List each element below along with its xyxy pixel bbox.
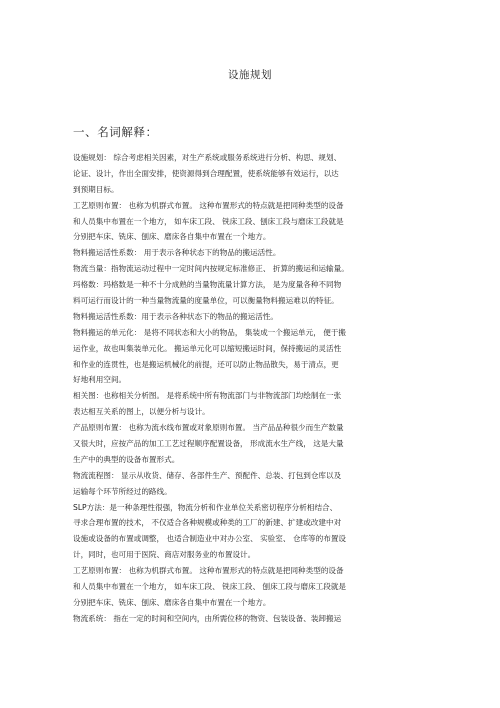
text-line: 又很大时，应按产品的加工工艺过程顺序配置设备， 形成流水生产线， 这是大量 — [73, 439, 344, 449]
text-line: SLP方法：是一种条理性很强，物流分析和作业单位关系密切程序分析相结合、 — [73, 502, 338, 512]
text-line: 物料搬运的单元化： 是将不同状态和大小的物品， 集装成一个搬运单元， 便于搬 — [73, 327, 347, 337]
text-line: 设施或设备的布置或调整， 也适合制造业中对办公室、 实验室、 仓库等的布置设 — [73, 534, 347, 544]
text-line: 寻求合理布置的技术， 不仅适合各种规模或种类的工厂的新建、扩建或改建中对 — [73, 518, 342, 528]
text-line: 到预期目标。 — [73, 184, 119, 194]
text-line: 生产中的典型的设备布置形式。 — [73, 454, 180, 464]
text-line: 工艺原则布置： 也称为机群式布置。 这种布置形式的特点就是把同种类型的设备 — [73, 566, 344, 576]
text-line: 物流当量：指物流运动过程中一定时间内按规定标准修正、 折算的搬运和运输量。 — [73, 264, 349, 274]
text-line: 物料搬运活性系数：用于表示各种状态下的物品的搬运活性。 — [73, 311, 279, 321]
text-line: 物流流程图： 显示从收货、储存、各部件生产、预配件、总装、打包到仓库以及 — [73, 470, 342, 480]
text-line: 相关图：也称相关分析图。 是将系统中所有物流部门与非物流部门均绘制在一张 — [73, 391, 342, 401]
body-text — [73, 150, 393, 627]
text-line: 工艺原则布置： 也称为机群式布置。 这种布置形式的特点就是把同种类型的设备 — [73, 200, 344, 210]
text-line: 产品原则布置： 也称为流水线布置或对象原则布置。 当产品品种很少而生产数量 — [73, 423, 344, 433]
text-line: 运作业，故也叫集装单元化。 搬运单元化可以缩短搬运时间，保持搬运的灵活性 — [73, 343, 342, 353]
text-line: 表达相互关系的图上，以便分析与设计。 — [73, 407, 210, 417]
text-line: 和作业的连贯性，也是搬运机械化的前提，还可以防止物品散失，易于清点，更 — [73, 359, 339, 369]
section-heading: 一、名词解释： — [73, 125, 158, 139]
text-line: 料可运行而设计的一种当量物流量的度量单位，可以衡量物料搬运难以的特征。 — [73, 296, 339, 306]
text-line: 和人员集中布置在一个地方， 如车床工段、 铣床工段、刨床工段与磨床工段就是 — [73, 216, 344, 226]
document-title: 设施规划 — [228, 69, 272, 81]
text-line: 计，同时，也可用于医院、商店对服务业的布置设计。 — [73, 550, 256, 560]
text-line: 设施规划： 综合考虑相关因素，对生产系统或服务系统进行分析、构思、规划、 — [73, 153, 342, 162]
text-line: 论证、设计，作出全面安排，使资源得到合理配置，使系统能够有效运行，以达 — [73, 168, 339, 178]
text-line: 运输每个环节所经过的路线。 — [73, 486, 172, 496]
text-line: 分别把车床、铣床、刨床、磨床各自集中布置在一个地方。 — [73, 232, 271, 242]
text-line: 分别把车床、铣床、刨床、磨床各自集中布置在一个地方。 — [73, 597, 271, 607]
text-line: 和人员集中布置在一个地方， 如车床工段、 铣床工段、 刨床工段与磨床工段就是 — [73, 582, 347, 592]
text-line: 物流系统： 指在一定的时间和空间内，由所需位移的物资、包装设备、装卸搬运 — [73, 613, 342, 623]
text-line: 玛格数：玛格数是一种不十分成熟的当量物流量计算方法， 是为度量各种不同物 — [73, 280, 342, 290]
text-line: 好地利用空间。 — [73, 375, 127, 385]
text-line: 物料搬运活性系数： 用于表示各种状态下的物品的搬运活性。 — [73, 248, 281, 258]
